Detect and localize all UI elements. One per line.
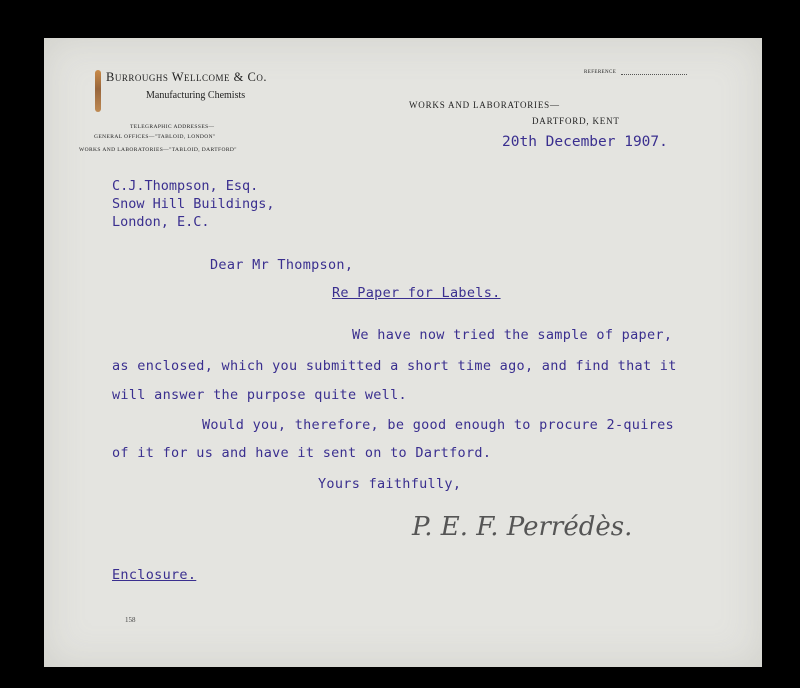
general-offices-line: GENERAL OFFICES—"TABLOID, LONDON" [94, 134, 216, 140]
folio-number: 158 [125, 616, 136, 624]
town-address: DARTFORD, KENT [532, 116, 620, 126]
recipient-line-3: London, E.C. [112, 214, 210, 230]
rust-stain [95, 70, 101, 112]
enclosure-note: Enclosure. [112, 567, 197, 583]
company-subtitle: Manufacturing Chemists [146, 90, 246, 101]
closing: Yours faithfully, [318, 476, 462, 492]
subject-line: Re Paper for Labels. [332, 285, 501, 301]
recipient-line-1: C.J.Thompson, Esq. [112, 178, 259, 194]
reference-label: REFERENCE [584, 70, 617, 75]
body-line-5: of it for us and have it sent on to Dartford. [112, 445, 492, 461]
signature: P. E. F. Perrédès. [412, 512, 633, 542]
body-line-3: will answer the purpose quite well. [112, 387, 407, 403]
works-telegraphic-line: WORKS AND LABORATORIES—"TABLOID, DARTFORD" [79, 147, 237, 153]
letter-date: 20th December 1907. [502, 134, 668, 150]
letter-page [44, 38, 762, 667]
reference-rule [621, 74, 687, 75]
works-address: WORKS AND LABORATORIES— [409, 100, 560, 110]
telegraphic-heading: TELEGRAPHIC ADDRESSES— [130, 124, 215, 130]
body-line-4: Would you, therefore, be good enough to procure 2-quires [202, 417, 674, 433]
company-name: Burroughs Wellcome & Co. [106, 70, 267, 84]
body-line-2: as enclosed, which you submitted a short time ago, and find that it [112, 358, 677, 374]
body-line-1: We have now tried the sample of paper, [352, 327, 673, 343]
salutation: Dear Mr Thompson, [210, 257, 354, 273]
recipient-line-2: Snow Hill Buildings, [112, 196, 275, 212]
